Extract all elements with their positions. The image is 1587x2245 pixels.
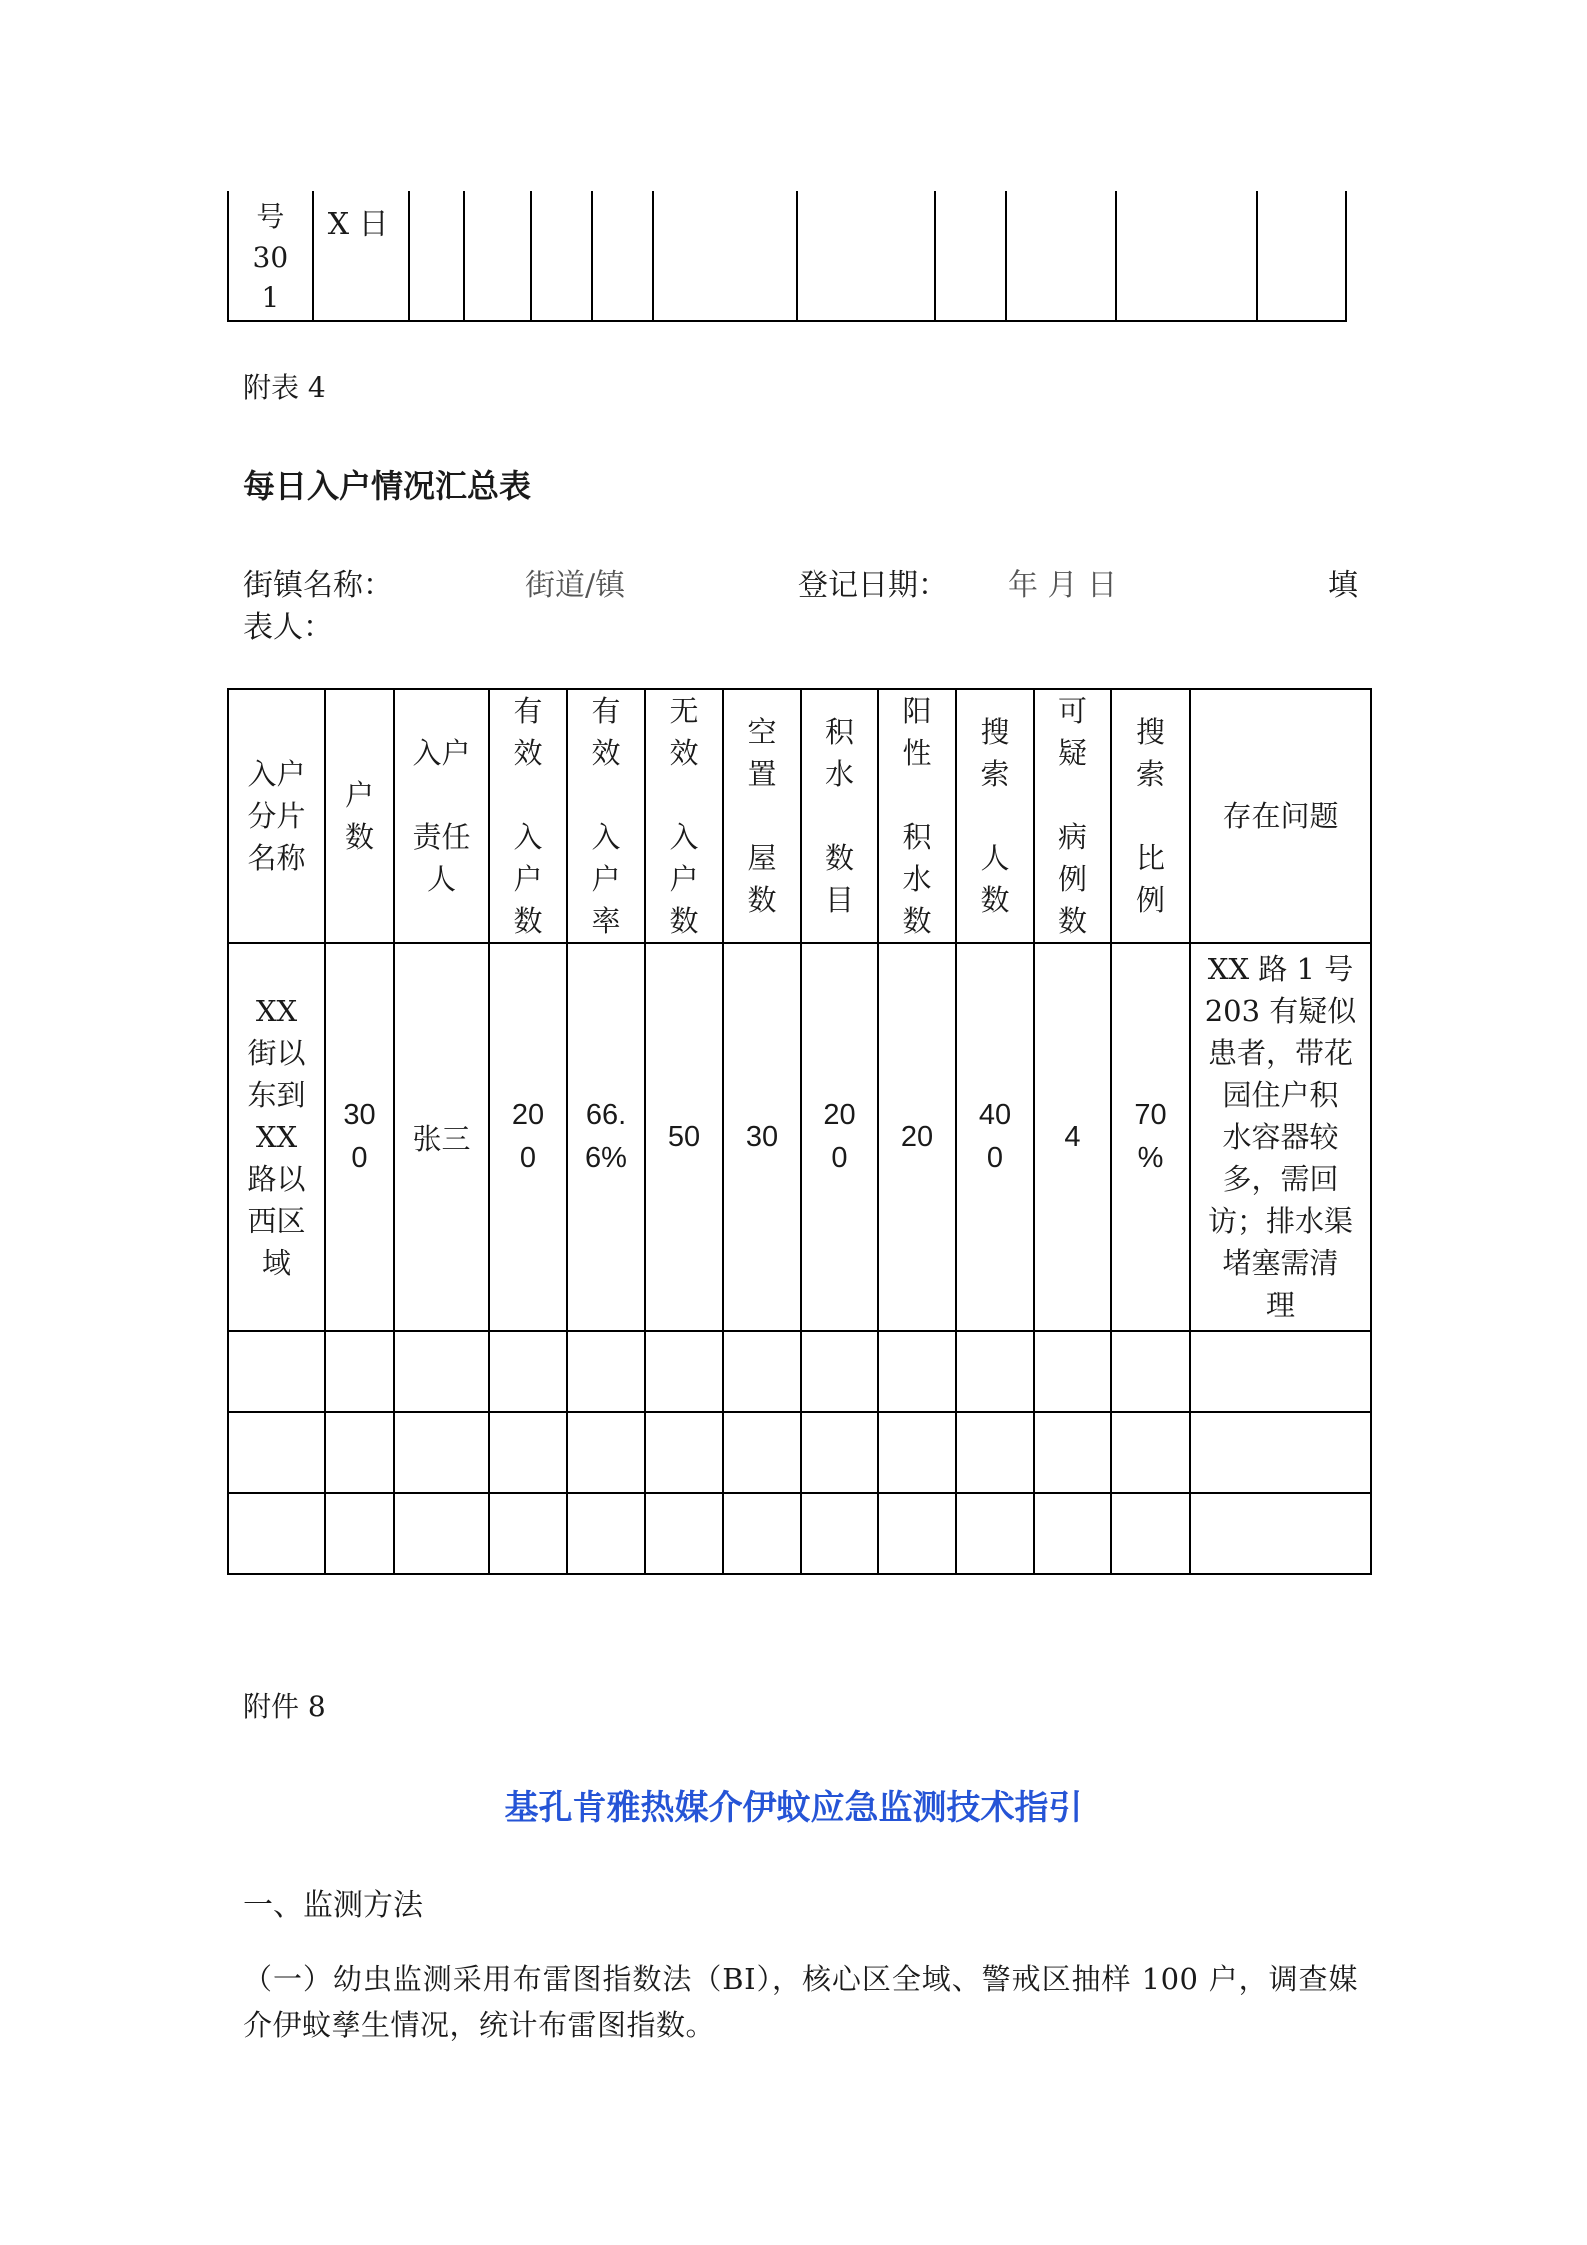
empty-cell — [464, 191, 531, 321]
empty-cell — [801, 1331, 878, 1412]
section-heading: 一、监测方法 — [243, 1888, 423, 1923]
empty-cell — [489, 1493, 567, 1574]
empty-cell — [1034, 1412, 1111, 1493]
empty-cell — [567, 1493, 645, 1574]
empty-cell — [801, 1493, 878, 1574]
table-title: 每日入户情况汇总表 — [243, 467, 532, 505]
header-vacant: 空 置 屋 数 — [723, 689, 801, 943]
empty-table-row — [228, 1331, 1371, 1412]
table-header-row — [228, 689, 1371, 943]
empty-cell — [645, 1493, 723, 1574]
cell-water-count: 20 0 — [801, 943, 878, 1331]
empty-cell — [567, 1331, 645, 1412]
table-row — [228, 943, 1371, 1331]
empty-cell — [653, 191, 798, 321]
document-title: 基孔肯雅热媒介伊蚊应急监测技术指引 — [504, 1788, 1083, 1828]
cell-area: XX 街以 东到 XX 路以 西区 域 — [228, 943, 325, 1331]
empty-cell — [1190, 1412, 1371, 1493]
cell-issues: XX 路 1 号 203 有疑似 患者，带花 园住户积 水容器较 多，需回 访；排水渠 堵塞需清 理 — [1190, 943, 1371, 1331]
header-positive-water: 阳 性 积 水 数 — [878, 689, 956, 943]
empty-table-row — [228, 1412, 1371, 1493]
empty-cell — [723, 1331, 801, 1412]
header-households: 户 数 — [325, 689, 394, 943]
empty-cell — [567, 1412, 645, 1493]
empty-cell — [723, 1412, 801, 1493]
empty-cell — [1034, 1493, 1111, 1574]
empty-cell — [409, 191, 463, 321]
empty-cell — [1034, 1331, 1111, 1412]
cell-search-ratio: 70 % — [1111, 943, 1190, 1331]
cell-households: 30 0 — [325, 943, 394, 1331]
empty-cell — [956, 1412, 1034, 1493]
empty-cell — [394, 1331, 489, 1412]
empty-cell — [325, 1412, 394, 1493]
empty-cell — [325, 1493, 394, 1574]
empty-cell — [1006, 191, 1116, 321]
header-search-ratio: 搜 索 比 例 — [1111, 689, 1190, 943]
street-label: 街镇名称： — [243, 568, 393, 603]
empty-cell — [878, 1331, 956, 1412]
cell-suspected: 4 — [1034, 943, 1111, 1331]
daily-visit-summary-table — [227, 688, 1372, 1575]
header-issues: 存在问题 — [1190, 689, 1371, 943]
attachment-8-label: 附件 8 — [243, 1690, 326, 1723]
cell-searchers: 40 0 — [956, 943, 1034, 1331]
header-invalid-visits: 无 效 入 户 数 — [645, 689, 723, 943]
empty-cell — [645, 1412, 723, 1493]
empty-cell — [1116, 191, 1257, 321]
cell-invalid-visits: 50 — [645, 943, 723, 1331]
empty-cell — [935, 191, 1006, 321]
date-value: 年 月 日 — [1008, 568, 1118, 603]
cell-valid-rate: 66. 6% — [567, 943, 645, 1331]
previous-table-fragment — [227, 191, 1347, 322]
empty-cell — [1111, 1331, 1190, 1412]
filler-label-part2: 表人： — [243, 610, 333, 645]
empty-cell — [394, 1493, 489, 1574]
empty-cell — [1257, 191, 1346, 321]
empty-cell — [956, 1331, 1034, 1412]
header-responsible: 入户 责任 人 — [394, 689, 489, 943]
empty-cell — [228, 1412, 325, 1493]
empty-cell — [489, 1331, 567, 1412]
empty-cell — [394, 1412, 489, 1493]
empty-cell — [228, 1493, 325, 1574]
filler-label-part1: 填 — [1328, 568, 1358, 603]
body-paragraph: （一）幼虫监测采用布雷图指数法（BI），核心区全域、警戒区抽样 100 户，调查媒介伊蚊孳生情况，统计布雷图指数。 — [243, 1962, 1358, 2042]
empty-cell — [878, 1493, 956, 1574]
empty-cell — [878, 1412, 956, 1493]
empty-cell — [723, 1493, 801, 1574]
empty-cell — [1190, 1493, 1371, 1574]
empty-cell — [956, 1493, 1034, 1574]
empty-cell — [797, 191, 935, 321]
empty-cell — [1111, 1493, 1190, 1574]
empty-cell — [1111, 1412, 1190, 1493]
empty-cell — [325, 1331, 394, 1412]
header-water-count: 积 水 数 目 — [801, 689, 878, 943]
street-value: 街道/镇 — [525, 568, 626, 603]
header-valid-rate: 有 效 入 户 率 — [567, 689, 645, 943]
fragment-cell-number: 号 30 1 — [228, 191, 313, 321]
header-area: 入户 分片 名称 — [228, 689, 325, 943]
empty-cell — [592, 191, 653, 321]
fragment-cell-day: X 日 — [313, 191, 410, 321]
empty-cell — [1190, 1331, 1371, 1412]
header-suspected: 可 疑 病 例 数 — [1034, 689, 1111, 943]
header-searchers: 搜 索 人 数 — [956, 689, 1034, 943]
cell-positive-water: 20 — [878, 943, 956, 1331]
cell-responsible: 张三 — [394, 943, 489, 1331]
empty-cell — [801, 1412, 878, 1493]
cell-vacant: 30 — [723, 943, 801, 1331]
empty-table-row — [228, 1493, 1371, 1574]
attachment-4-label: 附表 4 — [243, 371, 326, 404]
empty-cell — [531, 191, 592, 321]
header-valid-visits: 有 效 入 户 数 — [489, 689, 567, 943]
empty-cell — [489, 1412, 567, 1493]
date-label: 登记日期： — [798, 568, 948, 603]
cell-valid-visits: 20 0 — [489, 943, 567, 1331]
empty-cell — [228, 1331, 325, 1412]
empty-cell — [645, 1331, 723, 1412]
